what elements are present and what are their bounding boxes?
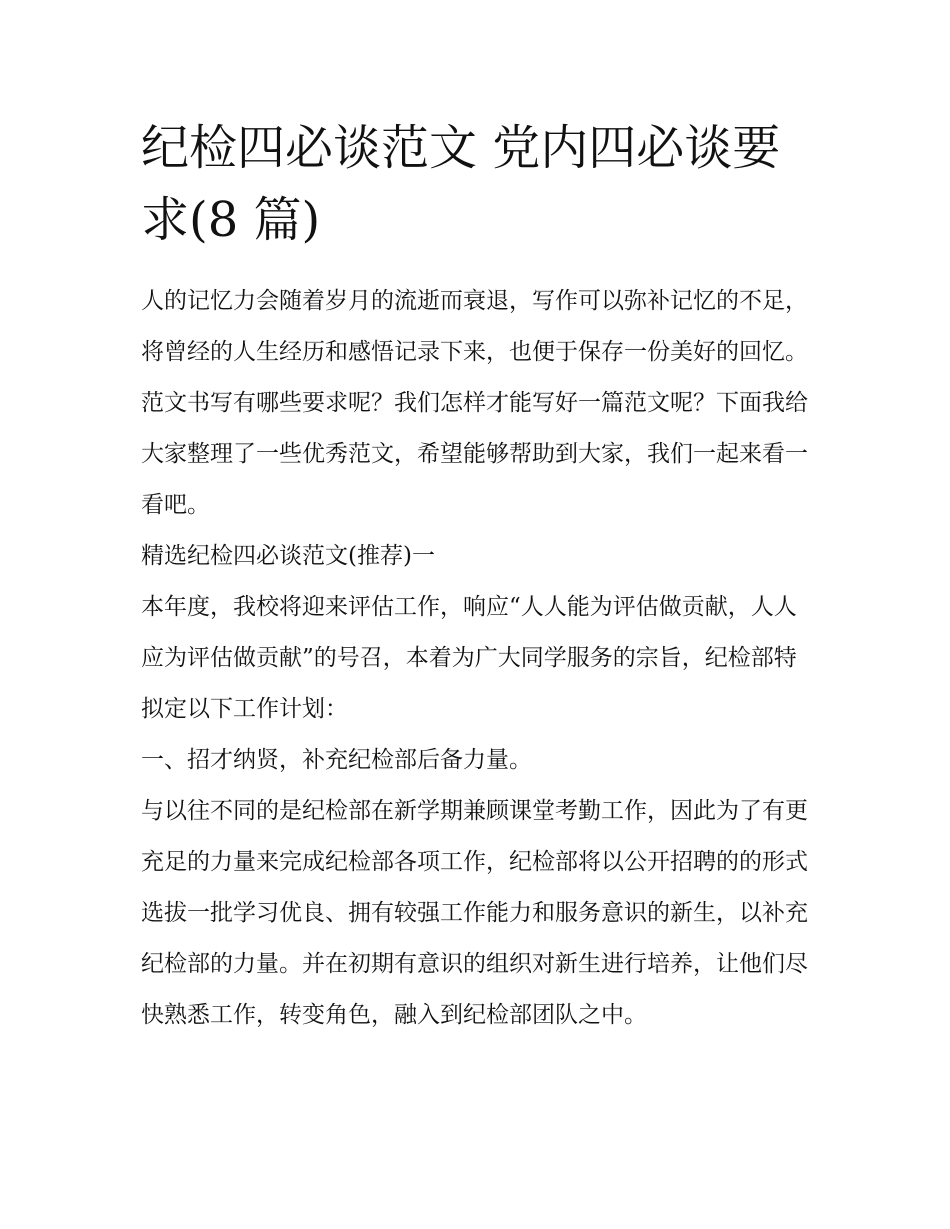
document-body: [141, 276, 813, 1041]
plan-item-heading: 一、招才纳贤，补充纪检部后备力量。: [141, 747, 532, 773]
plan-item-paragraph: 与以往不同的是纪检部在新学期兼顾课堂考勤工作，因此为了有更充足的力量来完成纪检部各项工作，纪检部将以公开招聘的的形式选拔一批学习优良、拥有较强工作能力和服务意识的新生，以补充纪检部的力量。并在初期有意识的组织对新生进行培养，让他们尽快熟悉工作，转变角色，融入到纪检部团队之中。: [141, 798, 808, 1028]
intro-paragraph: 人的记忆力会随着岁月的流逝而衰退，写作可以弥补记忆的不足，将曾经的人生经历和感悟记录下来，也便于保存一份美好的回忆。范文书写有哪些要求呢？我们怎样才能写好一篇范文呢？下面我给大家整理了一些优秀范文，希望能够帮助到大家，我们一起来看一看吧。: [141, 288, 808, 518]
plan-intro-paragraph: 本年度，我校将迎来评估工作，响应“人人能为评估做贡献，人人应为评估做贡献”的号召，本着为广大同学服务的宗旨，纪检部特拟定以下工作计划：: [141, 594, 797, 722]
section-heading: 精选纪检四必谈范文(推荐)一: [141, 543, 435, 569]
document-page: [141, 112, 813, 1041]
document-title: 纪检四必谈范文 党内四必谈要求(8 篇): [141, 120, 781, 248]
